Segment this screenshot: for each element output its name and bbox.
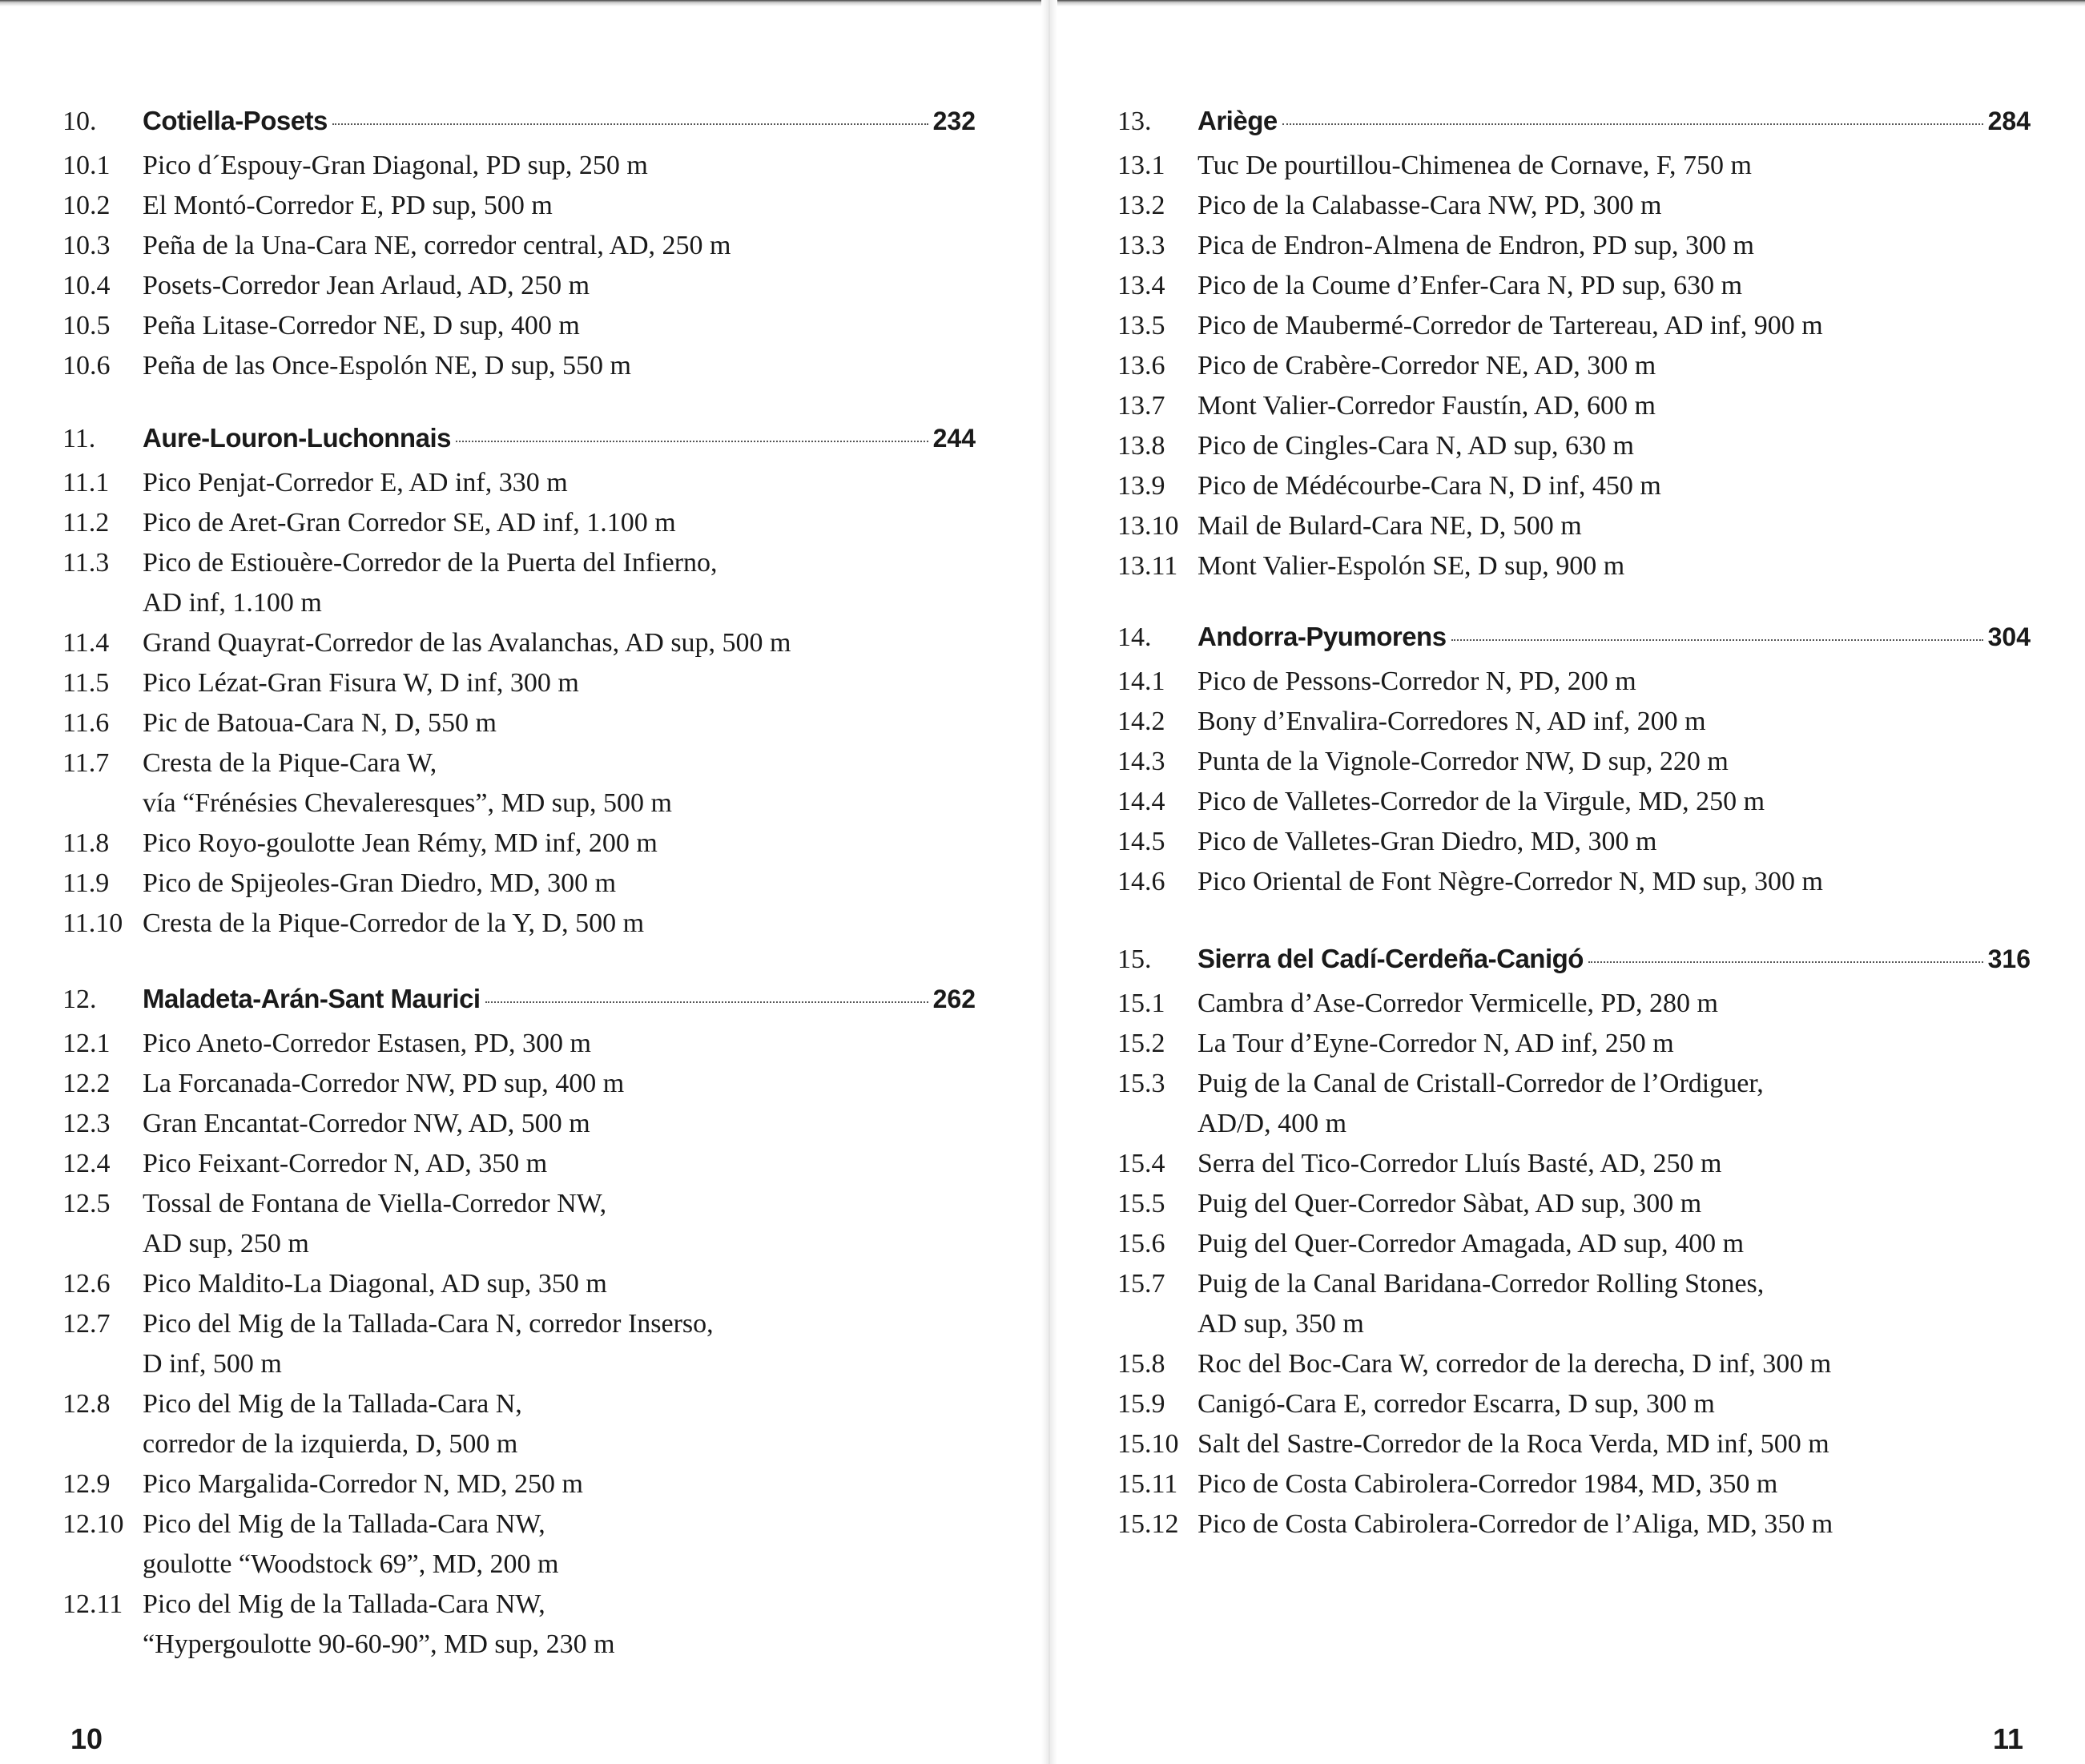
entry-title [143,623,976,663]
book-gutter [1041,0,1057,1764]
entry-title [143,1384,976,1464]
entry-title-line: Pico de Valletes-Gran Diedro, MD, 300 m [1197,827,1657,856]
section-page-number: 316 [1987,944,2031,973]
entry-number: 10.5 [62,311,111,340]
entry-title [1197,346,2031,386]
entry-title-line: goulotte “Woodstock 69”, MD, 200 m [143,1549,559,1579]
entry-number: 15.4 [1117,1149,1165,1178]
entry-number: 11.9 [62,868,110,898]
entry-title-line: La Forcanada-Corredor NW, PD sup, 400 m [143,1069,625,1098]
entry-title-line: Pico del Mig de la Tallada-Cara N, corredor Inserso, [143,1309,714,1339]
toc-section [62,423,976,944]
toc-entry[interactable] [62,266,976,306]
entry-title [1197,506,2031,546]
toc-entry[interactable] [1117,1064,2031,1144]
entry-title [1197,662,2031,702]
toc-entry[interactable] [1117,1264,2031,1344]
entry-number: 11.4 [62,628,110,658]
entry-number: 15.2 [1117,1029,1165,1058]
entry-title [1197,984,2031,1024]
entry-title-line: Pico de Cingles-Cara N, AD sup, 630 m [1197,431,1634,461]
toc-entry[interactable] [1117,226,2031,266]
toc-section [1117,622,2031,902]
entry-number: 11.5 [62,668,110,698]
entry-title [143,1464,976,1504]
entry-number: 13.10 [1117,511,1179,541]
entry-number: 13.11 [1117,551,1178,581]
entry-title [143,266,976,306]
toc-section [1117,944,2031,1545]
toc-entry[interactable] [62,463,976,503]
entry-title [1197,1424,2031,1464]
entry-title [1197,1224,2031,1264]
toc-entry[interactable] [62,864,976,904]
entry-title-line: Serra del Tico-Corredor Lluís Basté, AD, 250 m [1197,1149,1722,1178]
entry-number: 12.8 [62,1389,111,1419]
page-number-left: 10 [70,1722,103,1755]
entry-title [1197,1464,2031,1504]
section-page-number: 304 [1987,622,2031,651]
toc-section [62,984,976,1665]
entry-title [1197,546,2031,586]
section-title: Aure-Louron-Luchonnais [143,423,451,453]
entry-number: 11.7 [62,748,110,778]
toc-entry[interactable] [1117,1344,2031,1384]
toc-entry[interactable] [62,1024,976,1064]
entry-number: 12.4 [62,1149,111,1178]
entry-title [143,543,976,623]
section-heading[interactable] [1117,106,2031,146]
entry-number: 15.11 [1117,1469,1178,1499]
entry-title-line: Canigó-Cara E, corredor Escarra, D sup, 300 m [1197,1389,1715,1419]
entry-title-line: Roc del Boc-Cara W, corredor de la derecha, D inf, 300 m [1197,1349,1832,1379]
toc-entry[interactable] [1117,186,2031,226]
entry-number: 10.1 [62,151,111,180]
entry-title-line: Tossal de Fontana de Viella-Corredor NW, [143,1189,607,1218]
entry-title-line: AD sup, 250 m [143,1229,309,1259]
entry-title-line: Pico de Estiouère-Corredor de la Puerta del Infierno, [143,548,718,578]
section-heading[interactable] [62,984,976,1024]
right-page [1117,0,2031,1764]
dot-leader [1451,639,1983,641]
entry-title-line: vía “Frénésies Chevaleresques”, MD sup, 500 m [143,788,672,818]
toc-entry[interactable] [1117,662,2031,702]
entry-title [143,346,976,386]
section-title: Andorra-Pyumorens [1197,622,1447,651]
toc-entry[interactable] [1117,1024,2031,1064]
entry-number: 12.5 [62,1189,111,1218]
entry-title-line: Cambra d’Ase-Corredor Vermicelle, PD, 280 m [1197,989,1718,1018]
toc-entry[interactable] [62,1184,976,1264]
entry-title [143,904,976,944]
toc-entry[interactable] [1117,782,2031,822]
toc-entry[interactable] [1117,1464,2031,1504]
toc-entry[interactable] [1117,1144,2031,1184]
entry-title [143,503,976,543]
entry-number: 15.1 [1117,989,1165,1018]
entry-title-line: Pico Royo-goulotte Jean Rémy, MD inf, 200 m [143,828,658,858]
entry-title-line: Pico de Pessons-Corredor N, PD, 200 m [1197,667,1636,696]
entry-title [143,703,976,743]
toc-entry[interactable] [1117,346,2031,386]
toc-entry[interactable] [1117,862,2031,902]
entry-title-line: Pico d´Espouy-Gran Diagonal, PD sup, 250 m [143,151,648,180]
entry-title-line: Pico de Costa Cabirolera-Corredor 1984, MD, 350 m [1197,1469,1778,1499]
toc-entry[interactable] [1117,506,2031,546]
entry-title [1197,226,2031,266]
entry-title-line: AD/D, 400 m [1197,1109,1347,1138]
toc-entry[interactable] [1117,1184,2031,1224]
section-number: 12. [62,985,97,1014]
entry-title-line: D inf, 500 m [143,1349,282,1379]
entry-number: 15.3 [1117,1069,1165,1098]
toc-entry[interactable] [1117,1224,2031,1264]
entry-number: 12.2 [62,1069,111,1098]
toc-entry[interactable] [1117,984,2031,1024]
entry-number: 13.3 [1117,231,1165,260]
entry-title-line: Pico del Mig de la Tallada-Cara NW, [143,1589,545,1619]
entry-title-line: Punta de la Vignole-Corredor NW, D sup, 220 m [1197,747,1729,776]
entry-title-line: AD inf, 1.100 m [143,588,322,618]
entry-title [1197,1184,2031,1224]
entry-title-line: Peña Litase-Corredor NE, D sup, 400 m [143,311,580,340]
page-number-right: 11 [1993,1722,2024,1755]
entry-number: 15.12 [1117,1509,1179,1539]
entry-title [143,1504,976,1585]
entry-title [1197,386,2031,426]
entry-title-line: Pico Oriental de Font Nègre-Corredor N, MD sup, 300 m [1197,867,1823,896]
toc-entry[interactable] [62,1264,976,1304]
toc-entry[interactable] [62,1504,976,1585]
toc-entry[interactable] [62,346,976,386]
dot-leader [456,441,928,442]
entry-title-line: Puig de la Canal de Cristall-Corredor de l’Ordiguer, [1197,1069,1764,1098]
entry-title-line: El Montó-Corredor E, PD sup, 500 m [143,191,553,220]
entry-title [1197,1064,2031,1144]
entry-title [1197,466,2031,506]
entry-number: 10.2 [62,191,111,220]
toc-entry[interactable] [62,1064,976,1104]
entry-title [143,743,976,824]
entry-title [1197,1504,2031,1545]
toc-entry[interactable] [62,743,976,824]
section-title: Ariège [1197,106,1278,135]
entry-title [143,1104,976,1144]
entry-title-line: Mail de Bulard-Cara NE, D, 500 m [1197,511,1582,541]
entry-title-line: Pico de la Calabasse-Cara NW, PD, 300 m [1197,191,1662,220]
entry-title-line: Pico de Crabère-Corredor NE, AD, 300 m [1197,351,1656,381]
entry-title-line: Pico de Aret-Gran Corredor SE, AD inf, 1.100 m [143,508,676,538]
entry-title [143,1184,976,1264]
dot-leader [332,123,928,125]
entry-title-line: Pico del Mig de la Tallada-Cara N, [143,1389,522,1419]
entry-number: 15.10 [1117,1429,1179,1459]
entry-title [143,824,976,864]
entry-title-line: La Tour d’Eyne-Corredor N, AD inf, 250 m [1197,1029,1674,1058]
toc-entry[interactable] [1117,822,2031,862]
section-page-number: 284 [1987,107,2031,135]
entry-title-line: Puig del Quer-Corredor Amagada, AD sup, 400 m [1197,1229,1745,1259]
entry-title [1197,1344,2031,1384]
entry-number: 10.3 [62,231,111,260]
entry-title-line: Pico Margalida-Corredor N, MD, 250 m [143,1469,583,1499]
entry-title-line: Pic de Batoua-Cara N, D, 550 m [143,708,497,738]
entry-title-line: Puig de la Canal Baridana-Corredor Rolling Stones, [1197,1269,1765,1299]
entry-number: 11.3 [62,548,110,578]
entry-title-line: Pica de Endron-Almena de Endron, PD sup, 300 m [1197,231,1754,260]
section-heading[interactable] [1117,944,2031,984]
entry-number: 15.5 [1117,1189,1165,1218]
section-page-number: 262 [932,985,976,1013]
entry-title [143,864,976,904]
toc-entry[interactable] [62,1144,976,1184]
entry-number: 15.7 [1117,1269,1165,1299]
entry-title [1197,186,2031,226]
section-title: Cotiella-Posets [143,106,328,135]
entry-title [1197,742,2031,782]
entry-number: 12.1 [62,1029,111,1058]
dot-leader [1282,123,1983,125]
toc-entry[interactable] [1117,1424,2031,1464]
entry-title-line: Pico Penjat-Corredor E, AD inf, 330 m [143,468,568,497]
section-number: 14. [1117,622,1152,652]
toc-entry[interactable] [62,503,976,543]
entry-number: 12.9 [62,1469,111,1499]
toc-entry[interactable] [1117,306,2031,346]
entry-title-line: Gran Encantat-Corredor NW, AD, 500 m [143,1109,590,1138]
entry-title [1197,266,2031,306]
section-heading[interactable] [62,106,976,146]
entry-title-line: Peña de la Una-Cara NE, corredor central, AD, 250 m [143,231,731,260]
entry-title-line: Pico de Maubermé-Corredor de Tartereau, AD inf, 900 m [1197,311,1823,340]
entry-title-line: Pico de la Coume d’Enfer-Cara N, PD sup, 630 m [1197,271,1743,300]
toc-entry[interactable] [62,824,976,864]
section-page-number: 232 [932,107,976,135]
entry-number: 15.6 [1117,1229,1165,1259]
section-heading[interactable] [62,423,976,463]
entry-title-line: Pico Aneto-Corredor Estasen, PD, 300 m [143,1029,591,1058]
entry-title [143,186,976,226]
toc-entry[interactable] [62,1585,976,1665]
toc-section [1117,106,2031,586]
entry-number: 13.4 [1117,271,1165,300]
entry-title [1197,862,2031,902]
toc-entry[interactable] [1117,742,2031,782]
entry-number: 14.6 [1117,867,1165,896]
dot-leader [485,1001,928,1003]
entry-number: 13.8 [1117,431,1165,461]
section-title: Maladeta-Arán-Sant Maurici [143,984,481,1013]
entry-number: 11.10 [62,908,123,938]
entry-number: 13.1 [1117,151,1165,180]
entry-title-line: Pico de Spijeoles-Gran Diedro, MD, 300 m [143,868,617,898]
entry-title-line: Mont Valier-Corredor Faustín, AD, 600 m [1197,391,1656,421]
entry-title [143,226,976,266]
entry-title [143,146,976,186]
entry-number: 14.3 [1117,747,1165,776]
section-number: 10. [62,107,97,136]
entry-number: 14.1 [1117,667,1165,696]
entry-number: 12.6 [62,1269,111,1299]
toc-section [62,106,976,386]
entry-title [143,1144,976,1184]
entry-title [1197,702,2031,742]
entry-title [1197,426,2031,466]
toc-entry[interactable] [62,186,976,226]
toc-entry[interactable] [62,146,976,186]
toc-entry[interactable] [62,306,976,346]
toc-entry[interactable] [1117,1504,2031,1545]
entry-title-line: Tuc De pourtillou-Chimenea de Cornave, F, 750 m [1197,151,1752,180]
left-page [62,0,976,1764]
entry-title [143,1304,976,1384]
entry-title-line: Pico Feixant-Corredor N, AD, 350 m [143,1149,548,1178]
entry-title-line: Pico Maldito-La Diagonal, AD sup, 350 m [143,1269,607,1299]
entry-title [143,463,976,503]
entry-number: 10.4 [62,271,111,300]
toc-entry[interactable] [1117,426,2031,466]
entry-number: 12.7 [62,1309,111,1339]
entry-number: 15.9 [1117,1389,1165,1419]
entry-number: 13.2 [1117,191,1165,220]
entry-number: 12.10 [62,1509,124,1539]
toc-entry[interactable] [62,1384,976,1464]
entry-title-line: Pico de Médécourbe-Cara N, D inf, 450 m [1197,471,1661,501]
toc-entry[interactable] [62,703,976,743]
entry-title-line: Pico del Mig de la Tallada-Cara NW, [143,1509,545,1539]
section-page-number: 244 [932,424,976,453]
section-number: 15. [1117,944,1152,974]
toc-entry[interactable] [62,1464,976,1504]
entry-title-line: Peña de las Once-Espolón NE, D sup, 550 m [143,351,632,381]
entry-number: 11.8 [62,828,110,858]
entry-title [143,1585,976,1665]
toc-entry[interactable] [62,663,976,703]
toc-entry[interactable] [1117,266,2031,306]
entry-title-line: Bony d’Envalira-Corredores N, AD inf, 200 m [1197,707,1706,736]
toc-entry[interactable] [1117,546,2031,586]
entry-number: 14.4 [1117,787,1165,816]
entry-title [143,1264,976,1304]
entry-title [143,1064,976,1104]
entry-title-line: Salt del Sastre-Corredor de la Roca Verda, MD inf, 500 m [1197,1429,1829,1459]
entry-title-line: Cresta de la Pique-Cara W, [143,748,437,778]
entry-title-line: Mont Valier-Espolón SE, D sup, 900 m [1197,551,1625,581]
entry-title [1197,782,2031,822]
entry-title [1197,146,2031,186]
entry-number: 13.7 [1117,391,1165,421]
section-number: 11. [62,424,96,453]
entry-title-line: Grand Quayrat-Corredor de las Avalanchas, AD sup, 500 m [143,628,791,658]
entry-title [143,306,976,346]
entry-number: 11.2 [62,508,110,538]
entry-number: 11.1 [62,468,110,497]
entry-title-line: “Hypergoulotte 90-60-90”, MD sup, 230 m [143,1629,615,1659]
toc-entry[interactable] [62,1304,976,1384]
toc-entry[interactable] [62,226,976,266]
entry-number: 14.2 [1117,707,1165,736]
entry-title [1197,1144,2031,1184]
toc-entry[interactable] [1117,386,2031,426]
entry-title [1197,1264,2031,1344]
entry-number: 15.8 [1117,1349,1165,1379]
dot-leader [1588,961,1983,963]
toc-entry[interactable] [62,543,976,623]
entry-number: 11.6 [62,708,110,738]
entry-title-line: Pico Lézat-Gran Fisura W, D inf, 300 m [143,668,579,698]
toc-entry[interactable] [62,623,976,663]
entry-title [1197,822,2031,862]
entry-title [1197,306,2031,346]
entry-number: 12.11 [62,1589,123,1619]
entry-number: 13.6 [1117,351,1165,381]
toc-entry[interactable] [1117,1384,2031,1424]
entry-title-line: Puig del Quer-Corredor Sàbat, AD sup, 300 m [1197,1189,1702,1218]
entry-title-line: Pico de Costa Cabirolera-Corredor de l’Aliga, MD, 350 m [1197,1509,1833,1539]
entry-number: 13.9 [1117,471,1165,501]
entry-title [1197,1384,2031,1424]
entry-title [143,1024,976,1064]
toc-entry[interactable] [62,1104,976,1144]
entry-number: 14.5 [1117,827,1165,856]
entry-title-line: Pico de Valletes-Corredor de la Virgule, MD, 250 m [1197,787,1765,816]
entry-title [1197,1024,2031,1064]
toc-entry[interactable] [1117,146,2031,186]
entry-title-line: corredor de la izquierda, D, 500 m [143,1429,518,1459]
toc-entry[interactable] [62,904,976,944]
toc-entry[interactable] [1117,702,2031,742]
entry-number: 12.3 [62,1109,111,1138]
section-heading[interactable] [1117,622,2031,662]
entry-number: 13.5 [1117,311,1165,340]
section-title: Sierra del Cadí-Cerdeña-Canigó [1197,944,1584,973]
entry-title-line: Cresta de la Pique-Corredor de la Y, D, 500 m [143,908,645,938]
toc-entry[interactable] [1117,466,2031,506]
entry-number: 10.6 [62,351,111,381]
entry-title-line: Posets-Corredor Jean Arlaud, AD, 250 m [143,271,590,300]
entry-title-line: AD sup, 350 m [1197,1309,1364,1339]
entry-title [143,663,976,703]
section-number: 13. [1117,107,1152,136]
